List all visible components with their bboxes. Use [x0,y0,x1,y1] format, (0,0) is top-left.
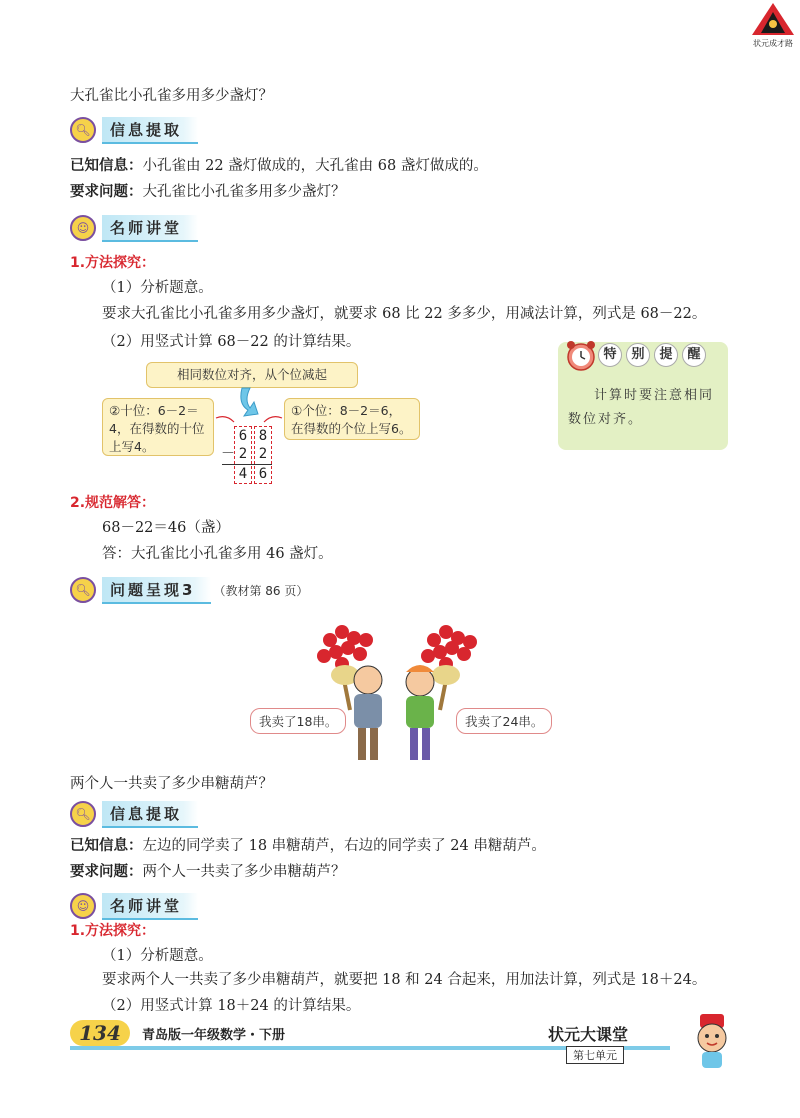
info-section-header [70,116,198,144]
step-1-text: 要求大孔雀比小孔雀多用多少盏灯，就要求 68 比 22 多多少，用减法计算，列式是 68－22。 [102,306,707,322]
magnifier-icon: 🔍︎ [70,801,96,827]
ask-text: 两个人一共卖了多少串糖葫芦？ [142,864,346,880]
unit-label: 第七单元 [566,1046,624,1064]
tip-char: 特 [598,343,622,367]
minus-sign: － [221,446,235,462]
question-3: 两个人一共卖了多少串糖葫芦？ [70,776,273,792]
section-title: 名师讲堂 [102,215,198,242]
illustration [250,610,570,770]
mid-ones: 2 [258,446,268,462]
logo-triangle-icon [750,2,796,36]
teacher-icon: ☺ [70,893,96,919]
known-info [70,156,488,176]
method-label: 1.方法探究： [70,255,156,271]
section-title: 信息提取 [102,117,198,144]
top-tens: 6 [238,428,248,444]
book-title: 青岛版一年级数学・下册 [142,1028,286,1043]
known-text: 左边的同学卖了 18 串糖葫芦，右边的同学卖了 24 串糖葫芦。 [142,838,546,854]
method-label-2: 1.方法探究： [70,923,156,939]
tip-char: 提 [654,343,678,367]
brand-name: 状元大课堂 [548,1025,629,1044]
corner-logo [750,2,796,46]
left-speech-bubble: 我卖了18串。 [250,708,346,734]
tip-header [564,338,710,372]
step-1-text-2: 要求两个人一共卖了多少串糖葫芦，就要把 18 和 24 合起来，用加法计算，列式是 18＋24。 [102,972,707,988]
section-title [102,577,211,604]
known-label: 已知信息： [70,157,143,174]
mascot-icon [680,1008,744,1072]
teacher-section-header [70,214,198,242]
page-number: 134 [79,1021,121,1045]
ask-label: 要求问题： [70,183,143,200]
known-label: 已知信息： [70,837,143,854]
problem-number: 3 [182,580,196,599]
alarm-clock-icon [564,338,598,372]
magnifier-icon: 🔍︎ [70,117,96,143]
candied-haws-illustration [250,610,570,770]
page-number-badge [70,1020,130,1046]
magnifier-icon: 🔍︎ [70,577,96,603]
teacher-section-header-2 [70,892,198,920]
ask-text: 大孔雀比小孔雀多用多少盏灯？ [142,184,346,200]
right-speech-bubble: 我卖了24串。 [456,708,552,734]
info-section-header-2 [70,800,198,828]
mid-tens: 2 [238,446,248,462]
tip-box [558,342,728,450]
step-1-2: （1）分析题意。 [102,948,213,964]
tip-char: 别 [626,343,650,367]
section-title: 名师讲堂 [102,893,198,920]
step-1: （1）分析题意。 [102,280,213,296]
right-note: ①个位：8－2＝6，在得数的个位上写6。 [284,398,420,440]
known-text: 小孔雀由 22 盏灯做成的，大孔雀由 68 盏灯做成的。 [142,158,488,174]
res-ones: 6 [258,466,268,482]
logo-text: 状元成才路 [753,39,793,48]
problem-title: 问题呈现 [110,580,183,599]
tip-char: 醒 [682,343,706,367]
tip-text: 计算时要注意相同数位对齐。 [568,388,715,427]
top-ones: 8 [258,428,268,444]
ask-info-2 [70,862,346,882]
answer-label: 2.规范解答： [70,495,156,511]
left-note: ②十位：6－2＝4，在得数的十位上写4。 [102,398,214,456]
question-1: 大孔雀比小孔雀多用多少盏灯？ [70,88,273,104]
answer-equation: 68－22＝46（盏） [102,520,230,536]
teacher-icon: ☺ [70,215,96,241]
step-2: （2）用竖式计算 68－22 的计算结果。 [102,334,361,350]
answer-text: 答：大孔雀比小孔雀多用 46 盏灯。 [102,546,333,562]
ask-label: 要求问题： [70,863,143,880]
vertical-calc [221,426,272,484]
problem-3-header [70,576,308,604]
step-2-2: （2）用竖式计算 18＋24 的计算结果。 [102,998,361,1014]
res-tens: 4 [238,466,248,482]
section-title: 信息提取 [102,801,198,828]
align-hint-bubble: 相同数位对齐，从个位减起 [146,362,358,388]
known-info-2 [70,836,546,856]
ask-info [70,182,346,202]
problem-source: （教材第 86 页） [213,583,309,598]
